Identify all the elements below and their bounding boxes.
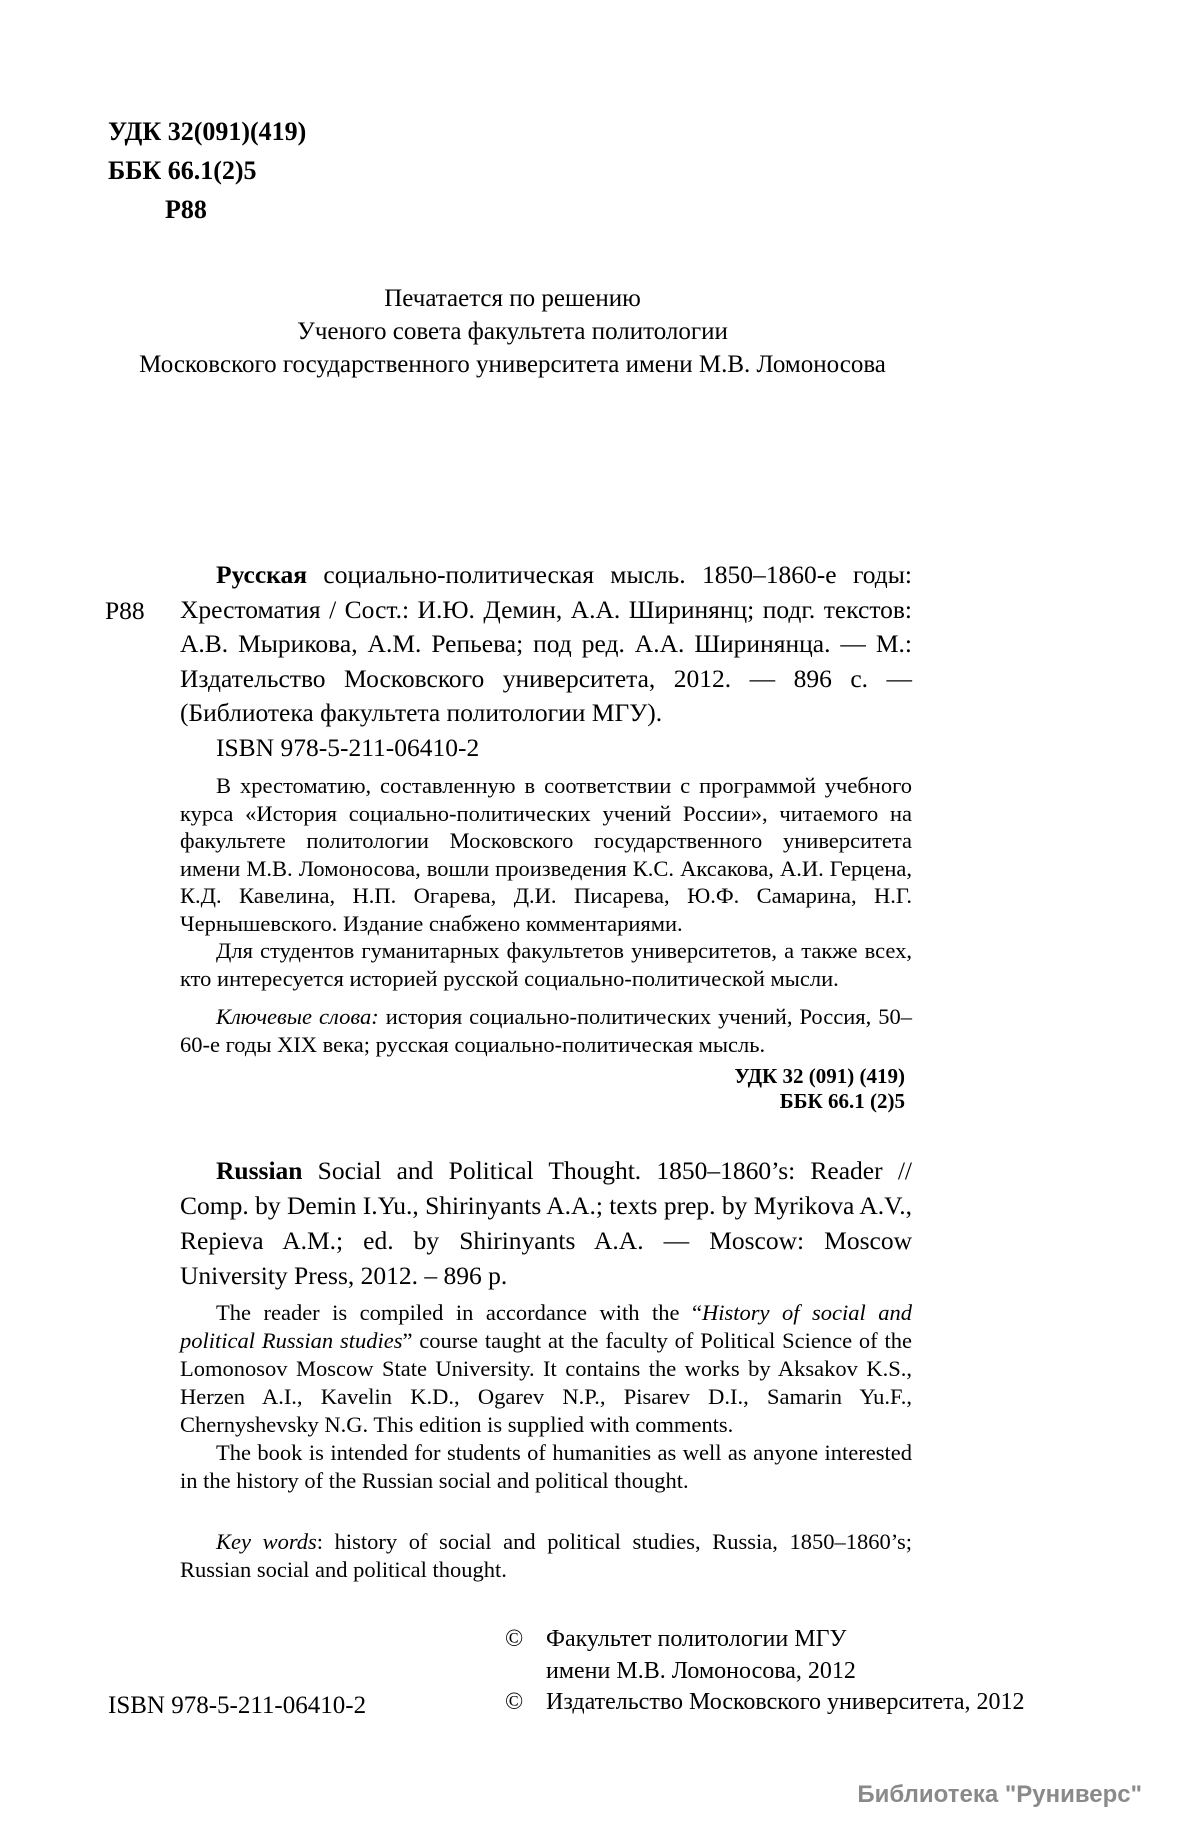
keywords-ru [180, 1003, 912, 1058]
author-sign: Р88 [165, 195, 207, 224]
copyright-line [505, 1687, 1025, 1719]
annotation-en-course-title: History of social and political Russian studies [180, 1300, 912, 1353]
annotation-en [180, 1299, 912, 1495]
library-watermark: Библиотека "Руниверс" [857, 1781, 1142, 1808]
entry-rest-ru: социально-политическая мысль. 1850–1860-е годы: Хрестоматия / Сост.: И.Ю. Демин, А.А. Ширинянц; подг. текстов: А.В. Мырикова, А.М. Репьева; под ред. А.А. Ширинянца. — М.: Издательство Московского университета, 2012. — 896 с. — (Библиотека факультета политологии МГУ). [180, 560, 912, 727]
annotation-en-para1-post: ” course taught at the faculty of Political Science of the Lomonosov Moscow State University. It contains the works by Aksakov K.S., Herzen A.I., Kavelin K.D., Ogarev N.P., Pisarev D.I., Samarin Yu.F., Chernyshevsky N.G. This edition is supplied with comments. [180, 1328, 912, 1437]
annotation-ru [180, 772, 912, 992]
print-decision-line: Ученого совета факультета политологии [297, 318, 728, 345]
keywords-ru-label: Ключевые слова: [216, 1004, 379, 1029]
print-decision-line: Печатается по решению [384, 285, 641, 312]
copyright-line [505, 1624, 1025, 1656]
author-sign: Р88 [105, 596, 145, 625]
copyright-block [505, 1624, 1025, 1719]
title-lead-en: Russian [216, 1156, 303, 1185]
isbn-lower: ISBN 978-5-211-06410-2 [108, 1692, 367, 1719]
annotation-en-para2: The book is intended for students of humanities as well as anyone interested in the history of the Russian social and political thought. [180, 1440, 912, 1493]
copyright-symbol: © [505, 1626, 524, 1652]
print-decision-line: Московского государственного университета имени М.В. Ломоносова [139, 351, 886, 378]
annotation-en-para1 [180, 1299, 912, 1439]
annotation-ru-para2: Для студентов гуманитарных факультетов университетов, а также всех, кто интересуется историей русской социально-политической мысли. [180, 938, 912, 991]
copyright-line [505, 1656, 1025, 1688]
copyright-holder: имени М.В. Ломоносова, 2012 [546, 1657, 856, 1684]
keywords-en-label: Key words [216, 1529, 317, 1554]
bibliographic-entry-ru [105, 558, 912, 765]
bibliographic-text-ru [180, 558, 912, 731]
copyright-symbol [505, 1656, 546, 1688]
udk-code-right: УДК 32 (091) (419) [734, 1064, 905, 1088]
keywords-en-text: : history of social and political studies, Russia, 1850–1860’s; Russian social and political thought. [180, 1529, 912, 1582]
bibliographic-entry-en [180, 1153, 912, 1293]
keywords-ru-text: история социально-политических учений, Россия, 50–60-е годы XIX века; русская социально-политическая мысль. [180, 1004, 912, 1057]
udk-code: УДК 32(091)(419) [108, 117, 307, 146]
classification-block-right [105, 1064, 905, 1114]
bbk-code-right: ББК 66.1 (2)5 [779, 1089, 905, 1113]
entry-rest-en: Social and Political Thought. 1850–1860’s: Reader // Comp. by Demin I.Yu., Shirinyants A.A.; texts prep. by Myrikova A.V., Repieva A.M.; ed. by Shirinyants A.A. — Moscow: Moscow University Press, 2012. – 896 p. [180, 1156, 912, 1290]
classification-block-top [108, 112, 306, 229]
annotation-en-para1-pre: The reader is compiled in accordance with the “ [216, 1300, 703, 1325]
copyright-symbol: © [505, 1689, 524, 1715]
title-lead-ru: Русская [216, 560, 308, 589]
annotation-ru-para1: В хрестоматию, составленную в соответствии с программой учебного курса «История социально-политических учений России», читаемого на факультете политологии Московского государственного университета имени М.В. Ломоносова, вошли произведения К.С. Аксакова, А.И. Герцена, К.Д. Кавелина, Н.П. Огарева, Д.И. Писарева, Ю.Ф. Самарина, Н.Г. Чернышевского. Издание снабжено комментариями. [180, 773, 912, 936]
isbn-upper: ISBN 978-5-211-06410-2 [216, 732, 480, 762]
copyright-holder: Факультет политологии МГУ [546, 1626, 847, 1652]
bbk-code: ББК 66.1(2)5 [108, 156, 257, 185]
keywords-en [180, 1528, 912, 1584]
copyright-holder: Издательство Московского университета, 2012 [546, 1689, 1025, 1715]
print-decision-block [105, 282, 920, 381]
